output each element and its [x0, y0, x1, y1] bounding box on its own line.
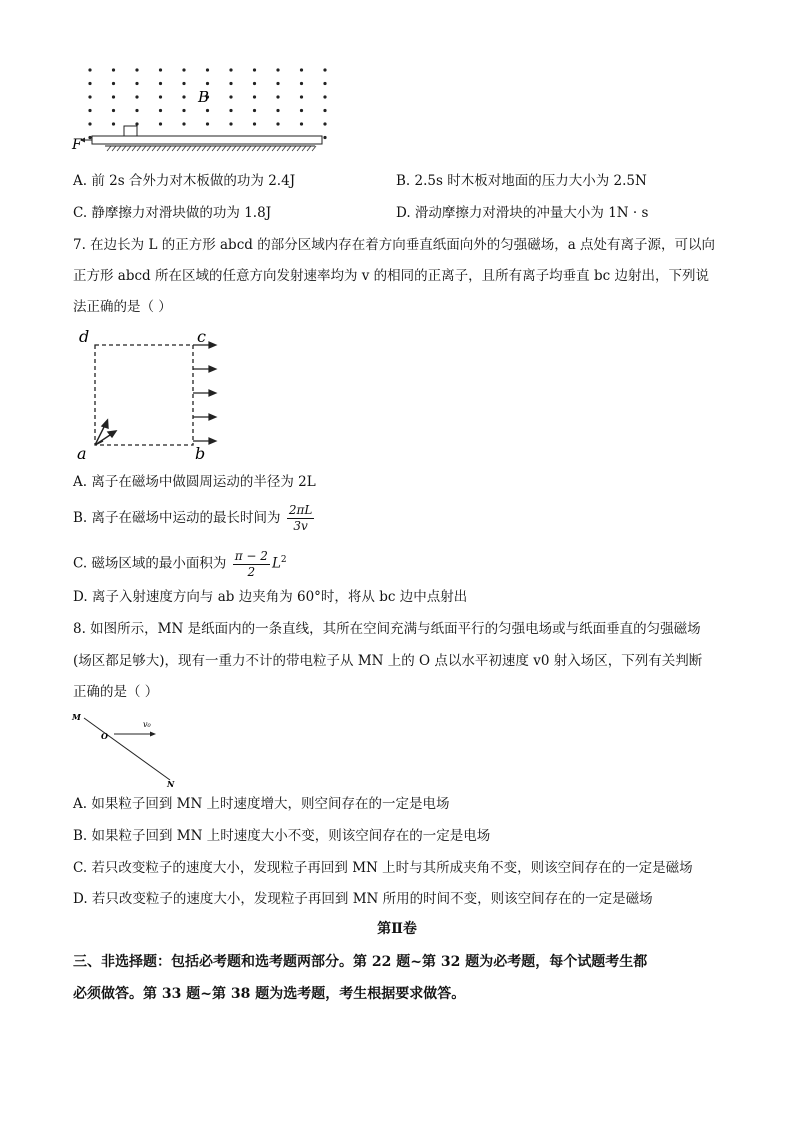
q7-option-d: D. 离子入射速度方向与 ab 边夹角为 60°时，将从 bc 边中点射出: [73, 589, 468, 605]
field-dot: [323, 82, 326, 85]
label-d: d: [79, 327, 90, 346]
field-dot: [88, 95, 91, 98]
section-instruction-line1: 三、非选择题：包括必考题和选考题两部分。第 22 题~第 32 题为必考题，每个试题考生都: [73, 954, 648, 970]
field-dot: [253, 95, 256, 98]
q7-option-c-text: C. 磁场区域的最小面积为: [73, 555, 227, 572]
field-dot: [88, 82, 91, 85]
section-title: 第Ⅱ卷: [377, 921, 417, 937]
field-dot: [135, 68, 138, 71]
q8-option-d: D. 若只改变粒子的速度大小，发现粒子再回到 MN 所用的时间不变，则该空间存在的一定是磁场: [73, 891, 653, 907]
q6-figure: [70, 62, 345, 157]
field-dot: [276, 109, 279, 112]
field-dot: [253, 68, 256, 71]
field-dot: [182, 95, 185, 98]
q8-stem-line1: 8. 如图所示，MN 是纸面内的一条直线，其所在空间充满与纸面平行的匀强电场或与纸面垂直的匀强磁场: [73, 621, 701, 637]
field-dot: [112, 109, 115, 112]
square-abcd: [95, 345, 193, 445]
field-dot: [112, 95, 115, 98]
field-dot: [229, 95, 232, 98]
field-dot: [206, 122, 209, 125]
label-a: a: [77, 444, 87, 463]
q7-option-c: [73, 541, 287, 583]
field-dot: [182, 122, 185, 125]
q7-figure: [70, 325, 230, 465]
field-dot: [323, 109, 326, 112]
field-dot: [229, 109, 232, 112]
field-dot: [112, 122, 115, 125]
field-dot: [88, 122, 91, 125]
field-dot: [88, 68, 91, 71]
label-F: F: [72, 137, 82, 153]
q7-option-c-fraction: [233, 549, 270, 580]
label-c: c: [197, 327, 206, 346]
q7-option-b-numerator: 2πL: [288, 503, 313, 517]
field-dot: [323, 136, 326, 139]
label-v0: v₀: [143, 720, 151, 729]
q7-option-b-fraction: [287, 503, 315, 534]
field-dot: [323, 68, 326, 71]
block: [124, 126, 137, 136]
q7-option-c-exponent: 2: [280, 555, 287, 565]
field-dot: [135, 109, 138, 112]
field-dot: [276, 95, 279, 98]
q8-stem-line2: (场区都足够大)，现有一重力不计的带电粒子从 MN 上的 O 点以水平初速度 v0 射入场区，下列有关判断: [73, 653, 703, 669]
label-M: M: [72, 712, 81, 722]
q8-option-c: C. 若只改变粒子的速度大小，发现粒子再回到 MN 上时与其所成夹角不变，则该空间存在的一定是磁场: [73, 860, 693, 876]
q7-option-c-L: L: [271, 555, 281, 572]
field-dot: [276, 82, 279, 85]
field-dot: [159, 95, 162, 98]
field-dot: [159, 109, 162, 112]
q8-stem-line3: 正确的是（ ）: [73, 684, 159, 700]
field-dot: [135, 95, 138, 98]
q7-option-c-numerator: π − 2: [234, 548, 268, 563]
label-O: O: [101, 731, 108, 741]
source-arrows: [95, 420, 116, 445]
board: [92, 136, 322, 144]
exit-arrows: [193, 342, 216, 444]
field-dot: [182, 82, 185, 85]
q6-option-d: D. 滑动摩擦力对滑块的冲量大小为 1N · s: [396, 205, 649, 221]
q8-option-b: B. 如果粒子回到 MN 上时速度大小不变，则该空间存在的一定是电场: [73, 828, 491, 844]
field-dot: [253, 82, 256, 85]
field-dot: [112, 68, 115, 71]
field-dot: [276, 122, 279, 125]
field-dot: [88, 136, 91, 139]
q7-option-b-text: B. 离子在磁场中运动的最长时间为: [73, 510, 281, 526]
label-N: N: [167, 779, 175, 789]
field-dot: [300, 68, 303, 71]
field-dot: [229, 68, 232, 71]
field-dot: [182, 68, 185, 71]
field-dot: [300, 109, 303, 112]
field-dot: [135, 82, 138, 85]
q8-figure: [70, 710, 190, 790]
field-dot: [253, 109, 256, 112]
section-instruction-line2: 必须做答。第 33 题~第 38 题为选考题，考生根据要求做答。: [73, 986, 466, 1002]
field-dot: [323, 95, 326, 98]
field-dot: [253, 122, 256, 125]
q7-option-b: [73, 499, 316, 537]
q7-stem-line1: 7. 在边长为 L 的正方形 abcd 的部分区域内存在着方向垂直纸面向外的匀强磁场，a 点处有离子源，可以向: [73, 237, 716, 253]
field-dot: [300, 82, 303, 85]
q7-stem-line3: 法正确的是（ ）: [73, 299, 172, 315]
field-dot: [300, 95, 303, 98]
line-MN: [84, 718, 170, 780]
q6-option-c: C. 静摩擦力对滑块做的功为 1.8J: [73, 205, 272, 221]
field-dot: [206, 109, 209, 112]
field-dot: [159, 82, 162, 85]
field-dot: [206, 82, 209, 85]
field-dot: [300, 122, 303, 125]
field-dot: [276, 68, 279, 71]
q7-option-c-denominator: 2: [247, 564, 256, 579]
q6-option-a: A. 前 2s 合外力对木板做的功为 2.4J: [73, 173, 296, 189]
field-dot: [182, 109, 185, 112]
label-b: b: [195, 444, 206, 463]
field-dot: [135, 122, 138, 125]
q6-option-b: B. 2.5s 时木板对地面的压力大小为 2.5N: [396, 173, 647, 189]
field-dot: [323, 122, 326, 125]
field-dot: [112, 82, 115, 85]
q7-stem-line2: 正方形 abcd 所在区域的任意方向发射速率均为 v 的相同的正离子，且所有离子均垂直 bc 边射出，下列说: [73, 268, 709, 284]
q7-option-a: A. 离子在磁场中做圆周运动的半径为 2L: [73, 474, 316, 490]
q7-option-b-denominator: 3v: [293, 519, 308, 533]
field-dot: [159, 122, 162, 125]
field-dot: [206, 68, 209, 71]
q8-option-a: A. 如果粒子回到 MN 上时速度增大，则空间存在的一定是电场: [73, 796, 450, 812]
field-dot: [88, 109, 91, 112]
field-dot: [229, 122, 232, 125]
label-B: B: [198, 88, 210, 106]
field-dot: [229, 82, 232, 85]
field-dot: [159, 68, 162, 71]
